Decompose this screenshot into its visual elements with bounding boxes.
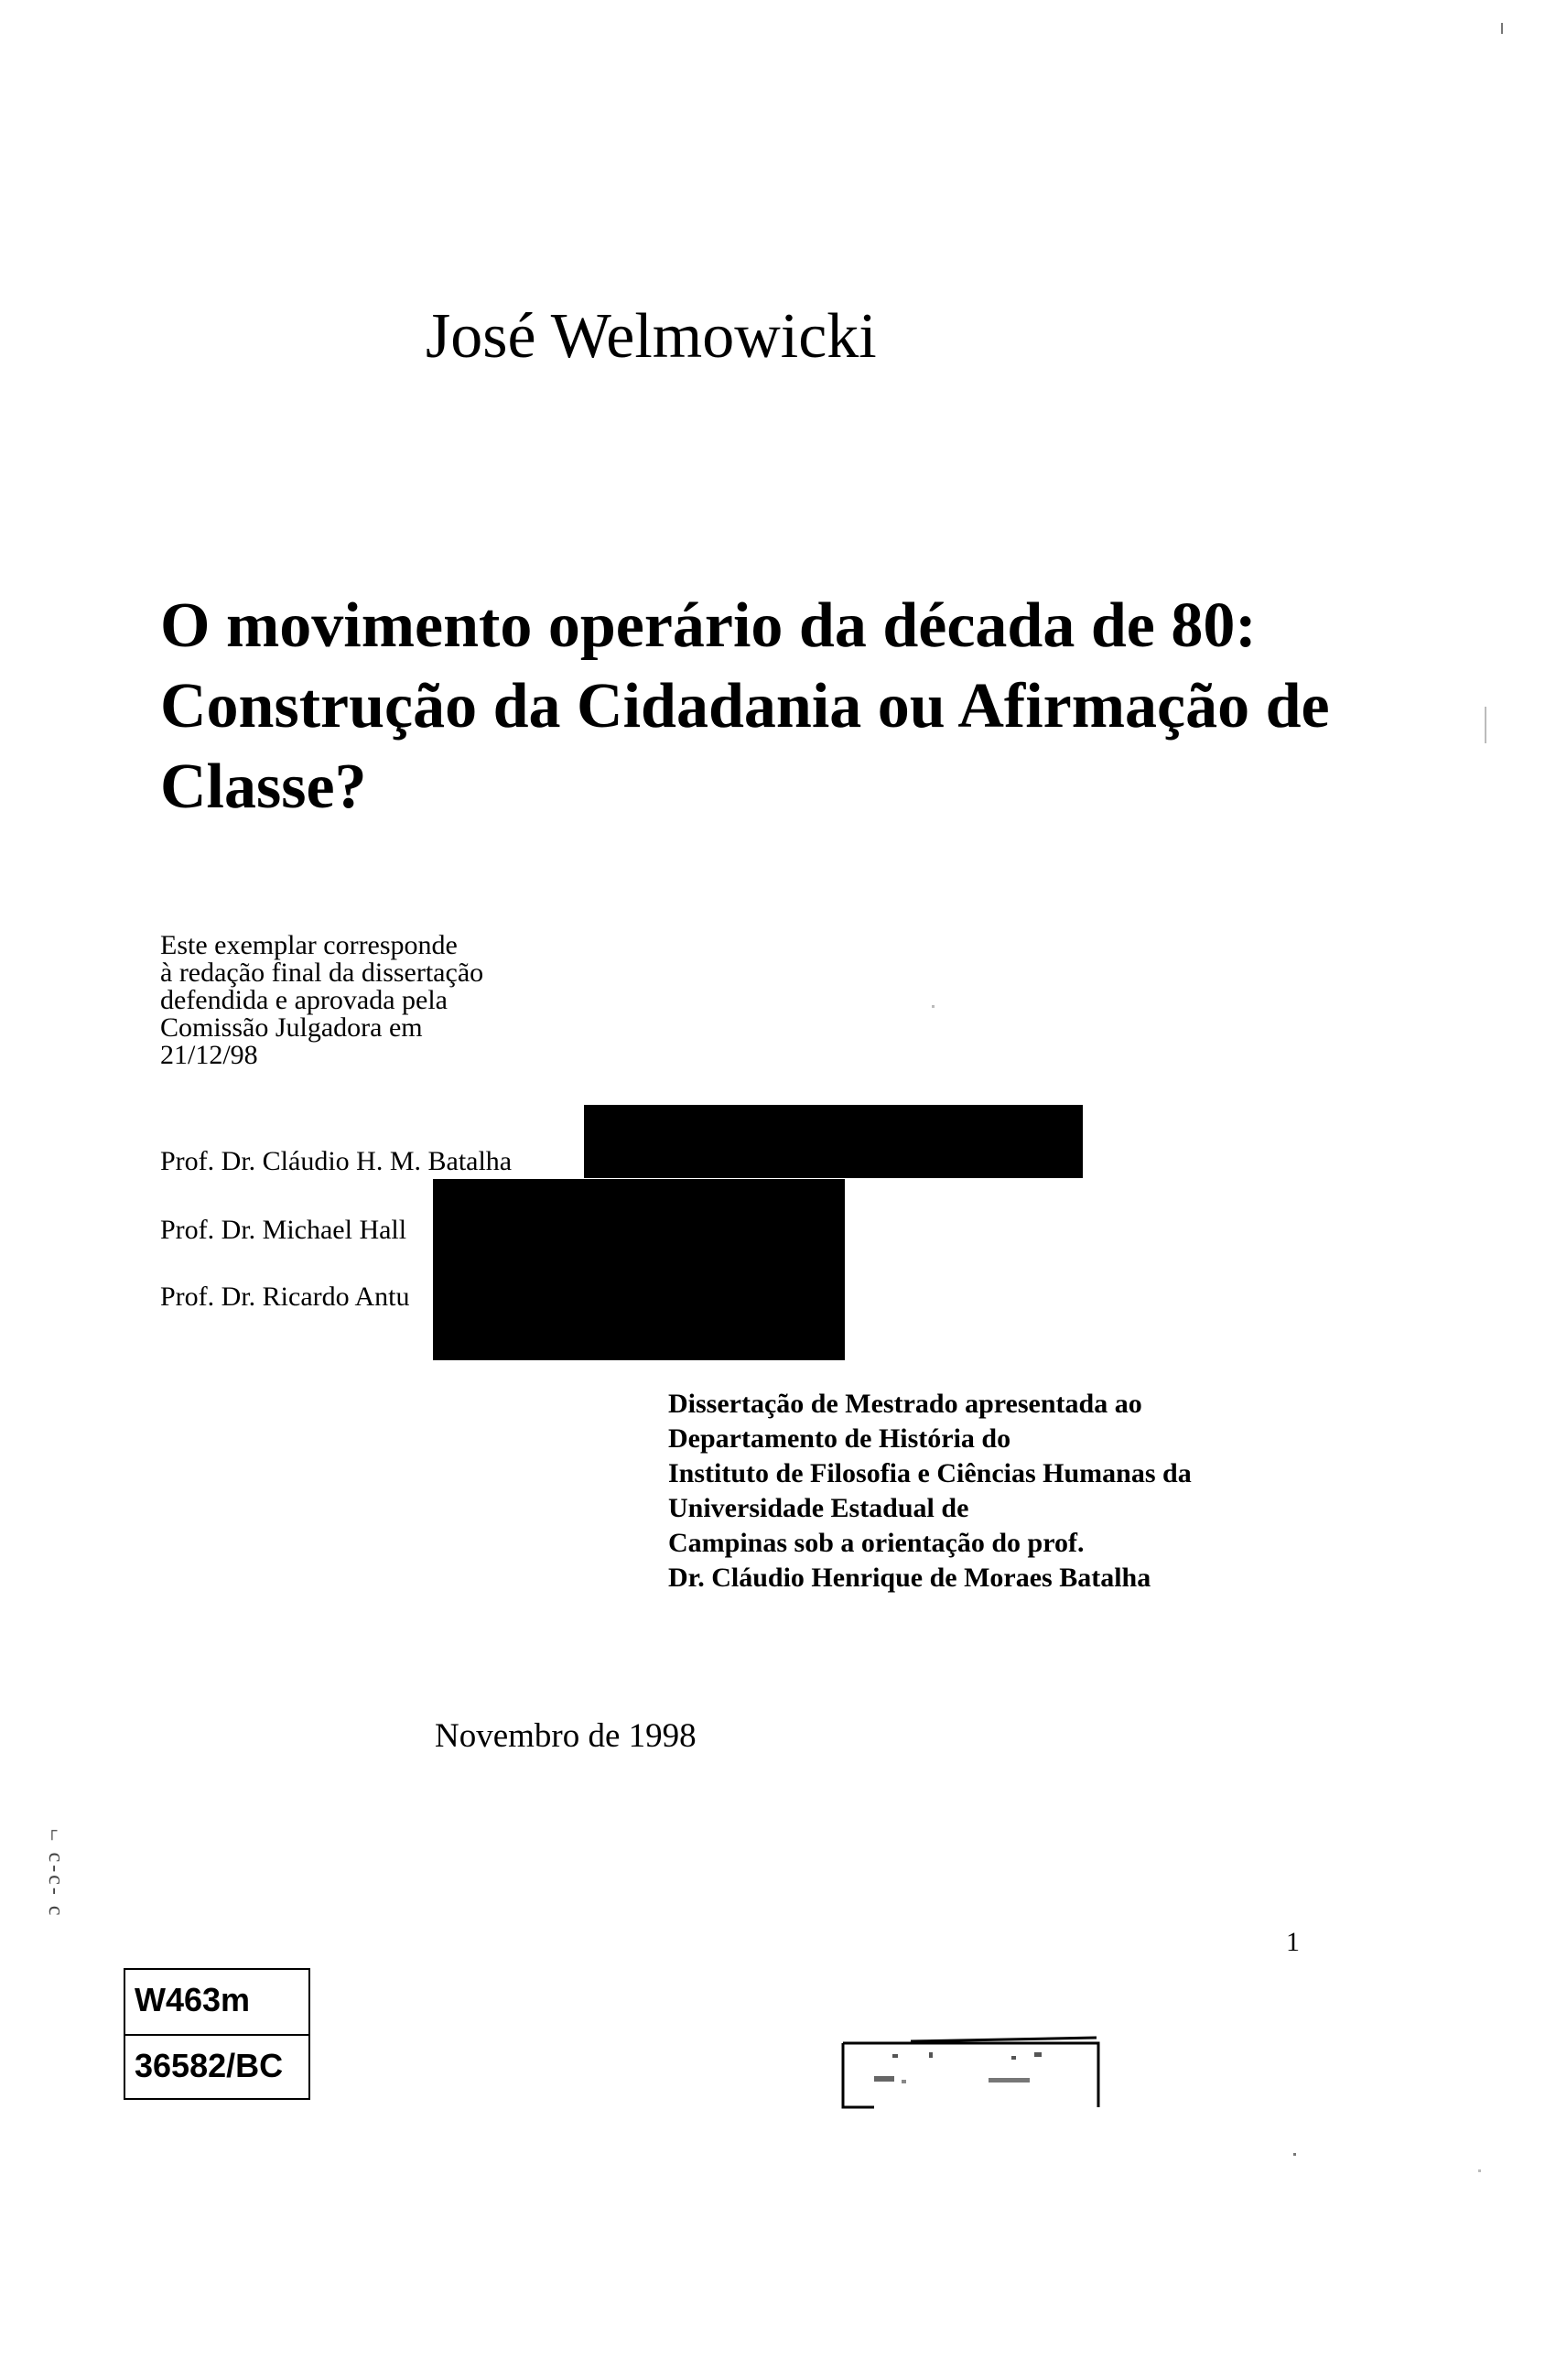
dissertation-statement [668,1387,1192,1596]
approval-note-line: 21/12/98 [160,1040,258,1070]
scan-speck [932,1005,935,1008]
approval-note-line: defendida e aprovada pela [160,985,448,1015]
committee-member-antunes: Prof. Dr. Ricardo Antu [160,1282,410,1312]
library-call-number-label [124,1968,310,2100]
page-number: 1 [1286,1927,1300,1957]
signature-redaction [584,1105,1083,1178]
submission-date: Novembro de 1998 [435,1717,697,1755]
title-line: Construção da Cidadania ou Afirmação de [160,671,1330,741]
scan-speck [1501,23,1503,34]
call-number-line: W463m [135,1981,251,2018]
library-stamp [837,2034,1103,2112]
thesis-title [160,586,1350,828]
dissertation-line: Instituto de Filosofia e Ciências Humanas da [668,1458,1192,1488]
dissertation-line: Dissertação de Mestrado apresentada ao [668,1389,1142,1419]
dissertation-line: Universidade Estadual de [668,1493,969,1523]
title-line: O movimento operário da década de 80: [160,590,1257,661]
dissertation-line: Departamento de História do [668,1423,1011,1454]
approval-note-line: Este exemplar corresponde [160,930,458,960]
approval-note-line: à redação final da dissertação [160,957,484,988]
scan-speck [1478,2169,1481,2172]
dissertation-line: Dr. Cláudio Henrique de Moraes Batalha [668,1563,1151,1593]
approval-note [160,932,483,1069]
title-line: Classe? [160,752,367,822]
call-number-line: 36582/BC [135,2047,284,2084]
margin-mark: ɔ -ɔ-ɔ ¬ [41,1826,65,1916]
committee-member-batalha: Prof. Dr. Cláudio H. M. Batalha [160,1146,513,1176]
call-number-divider [125,2034,308,2036]
scan-speck [1293,2153,1296,2156]
committee-member-hall: Prof. Dr. Michael Hall [160,1215,407,1245]
scan-speck [1485,707,1486,743]
signature-redaction [433,1179,845,1360]
approval-note-line: Comissão Julgadora em [160,1012,423,1043]
dissertation-line: Campinas sob a orientação do prof. [668,1528,1085,1558]
author-name: José Welmowicki [426,301,877,372]
